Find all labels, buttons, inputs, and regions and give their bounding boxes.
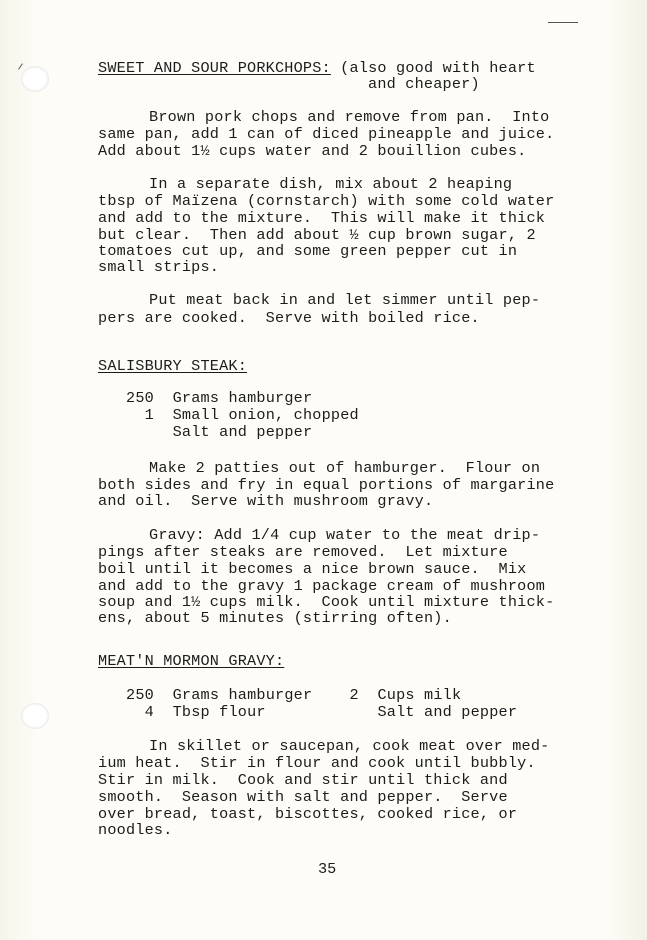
paragraph-line: boil until it becomes a nice brown sauce. Mix — [98, 560, 527, 578]
paragraph-line: Brown pork chops and remove from pan. Into — [149, 108, 550, 126]
recipe-note: (also good with heart — [330, 59, 536, 77]
recipe-title: SALISBURY STEAK: — [98, 357, 248, 375]
paragraph-line: noodles. — [98, 821, 173, 839]
paragraph-line: pers are cooked. Serve with boiled rice. — [98, 309, 480, 327]
binder-hole — [21, 703, 49, 729]
paragraph-line: Add about 1½ cups water and 2 bouillion cubes. — [98, 142, 527, 160]
edge-mark — [548, 22, 578, 23]
paragraph-line: Stir in milk. Cook and stir until thick and — [98, 771, 508, 789]
ingredient-line: 4 Tbsp flour Salt and pepper — [126, 703, 518, 721]
paragraph-line: and add to the mixture. This will make it thick — [98, 209, 546, 227]
paragraph-line: smooth. Season with salt and pepper. Serve — [98, 788, 508, 806]
paragraph-line: same pan, add 1 can of diced pineapple and juice. — [98, 125, 555, 143]
ingredient-line: 250 Grams hamburger 2 Cups milk — [126, 686, 462, 704]
paragraph-line: soup and 1½ cups milk. Cook until mixture thick- — [98, 593, 555, 611]
paragraph-line: ens, about 5 minutes (stirring often). — [98, 609, 452, 627]
paragraph-line: Make 2 patties out of hamburger. Flour on — [149, 459, 541, 477]
paragraph-line: Put meat back in and let simmer until pep- — [149, 291, 541, 309]
paragraph-line: both sides and fry in equal portions of margarine — [98, 476, 555, 494]
paragraph-line: pings after steaks are removed. Let mixture — [98, 543, 508, 561]
paragraph-line: In skillet or saucepan, cook meat over med- — [149, 737, 550, 755]
paragraph-line: but clear. Then add about ½ cup brown sugar, 2 — [98, 226, 536, 244]
paragraph-line: and add to the gravy 1 package cream of mushroom — [98, 577, 546, 595]
recipe-title-line — [98, 60, 598, 77]
recipe-title: SWEET AND SOUR PORKCHOPS: — [98, 59, 331, 77]
ingredient-line: 250 Grams hamburger — [126, 389, 313, 407]
paragraph-line: and oil. Serve with mushroom gravy. — [98, 492, 434, 510]
pencil-tick — [18, 63, 23, 69]
paragraph-line: small strips. — [98, 258, 220, 276]
paragraph-line: tbsp of Maïzena (cornstarch) with some cold water — [98, 192, 555, 210]
recipe-title: MEAT'N MORMON GRAVY: — [98, 652, 285, 670]
paragraph-line: over bread, toast, biscottes, cooked rice, or — [98, 805, 518, 823]
binder-hole — [21, 66, 49, 92]
ingredient-line: Salt and pepper — [126, 423, 313, 441]
paragraph-line: ium heat. Stir in flour and cook until bubbly. — [98, 754, 536, 772]
paragraph-line: tomatoes cut up, and some green pepper cut in — [98, 242, 518, 260]
page-number: 35 — [318, 860, 337, 878]
paragraph-line: In a separate dish, mix about 2 heaping — [149, 175, 513, 193]
ingredient-line: 1 Small onion, chopped — [126, 406, 359, 424]
paragraph-line: Gravy: Add 1/4 cup water to the meat drip- — [149, 526, 541, 544]
recipe-note-line: and cheaper) — [368, 75, 480, 93]
